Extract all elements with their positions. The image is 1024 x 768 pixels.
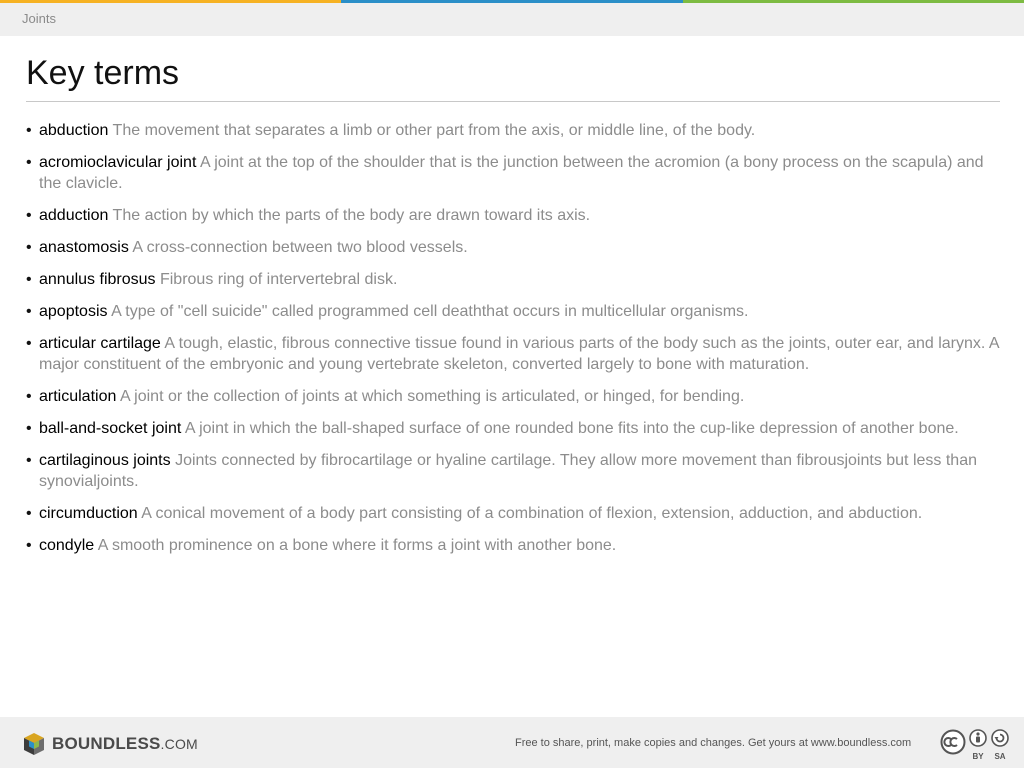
term-definition: A smooth prominence on a bone where it forms a joint with another bone. <box>97 537 617 554</box>
term-name: apoptosis <box>39 303 108 320</box>
page-title: Key terms <box>26 54 180 92</box>
term-item <box>26 269 1001 290</box>
footer-bar <box>0 717 1024 768</box>
term-name: cartilaginous joints <box>39 452 171 469</box>
term-item <box>26 535 1001 556</box>
term-definition: Joints connected by fibrocartilage or hyaline cartilage. They allow more movement than fibrousjoints but less than synovialjoints. <box>39 452 977 490</box>
bullet-icon: • <box>26 207 32 224</box>
term-item <box>26 418 1001 439</box>
sa-icon <box>990 729 1010 761</box>
term-definition: A tough, elastic, fibrous connective tissue found in various parts of the body such as the joints, outer ear, and larynx. A major constituent of the embryonic and young vertebrate skeleton, converted largely to bone with maturation. <box>39 335 999 373</box>
header-bar <box>0 3 1024 36</box>
term-item <box>26 386 1001 407</box>
term-name: annulus fibrosus <box>39 271 156 288</box>
term-name: anastomosis <box>39 239 129 256</box>
term-item <box>26 237 1001 258</box>
term-name: adduction <box>39 207 109 224</box>
breadcrumb: Joints <box>22 11 56 26</box>
bullet-icon: • <box>26 271 32 288</box>
by-label: BY <box>972 752 984 761</box>
term-definition: A joint in which the ball-shaped surface of one rounded bone fits into the cup-like depression of another bone. <box>184 420 959 437</box>
bullet-icon: • <box>26 303 32 320</box>
term-definition: A conical movement of a body part consisting of a combination of flexion, extension, adduction, and abduction. <box>141 505 923 522</box>
brand-wordmark <box>52 734 198 754</box>
term-name: abduction <box>39 122 109 139</box>
term-item <box>26 333 1001 375</box>
bullet-icon: • <box>26 505 32 522</box>
cc-icon <box>940 729 966 755</box>
term-definition: A cross-connection between two blood vessels. <box>132 239 468 256</box>
brand-tld: .COM <box>160 736 198 752</box>
bullet-icon: • <box>26 452 32 469</box>
term-item <box>26 503 1001 524</box>
by-icon <box>968 729 988 761</box>
term-definition: The movement that separates a limb or other part from the axis, or middle line, of the body. <box>112 122 756 139</box>
term-definition: Fibrous ring of intervertebral disk. <box>159 271 398 288</box>
brand-name: BOUNDLESS <box>52 734 161 753</box>
term-definition: A joint or the collection of joints at which something is articulated, or hinged, for bending. <box>119 388 745 405</box>
bullet-icon: • <box>26 537 32 554</box>
bullet-icon: • <box>26 122 32 139</box>
term-name: articular cartilage <box>39 335 161 352</box>
bullet-icon: • <box>26 335 32 352</box>
boundless-logo[interactable] <box>22 732 198 756</box>
boundless-cube-icon <box>22 732 46 756</box>
term-item <box>26 205 1001 226</box>
sa-label: SA <box>994 752 1006 761</box>
term-definition: A joint at the top of the shoulder that is the junction between the acromion (a bony process on the scapula) and the clavicle. <box>39 154 984 192</box>
term-name: condyle <box>39 537 95 554</box>
bullet-icon: • <box>26 154 32 171</box>
term-item <box>26 120 1001 141</box>
title-divider <box>26 101 1000 102</box>
term-definition: A type of "cell suicide" called programmed cell deaththat occurs in multicellular organisms. <box>111 303 749 320</box>
bullet-icon: • <box>26 388 32 405</box>
term-name: ball-and-socket joint <box>39 420 182 437</box>
term-name: articulation <box>39 388 117 405</box>
key-terms-list <box>26 120 1001 567</box>
bullet-icon: • <box>26 239 32 256</box>
term-item <box>26 152 1001 194</box>
bullet-icon: • <box>26 420 32 437</box>
license-text: Free to share, print, make copies and changes. Get yours at www.boundless.com <box>515 737 912 749</box>
term-definition: The action by which the parts of the body are drawn toward its axis. <box>112 207 591 224</box>
creative-commons-badge[interactable] <box>940 729 1010 761</box>
term-name: acromioclavicular joint <box>39 154 197 171</box>
term-item <box>26 301 1001 322</box>
term-name: circumduction <box>39 505 138 522</box>
term-item <box>26 450 1001 492</box>
